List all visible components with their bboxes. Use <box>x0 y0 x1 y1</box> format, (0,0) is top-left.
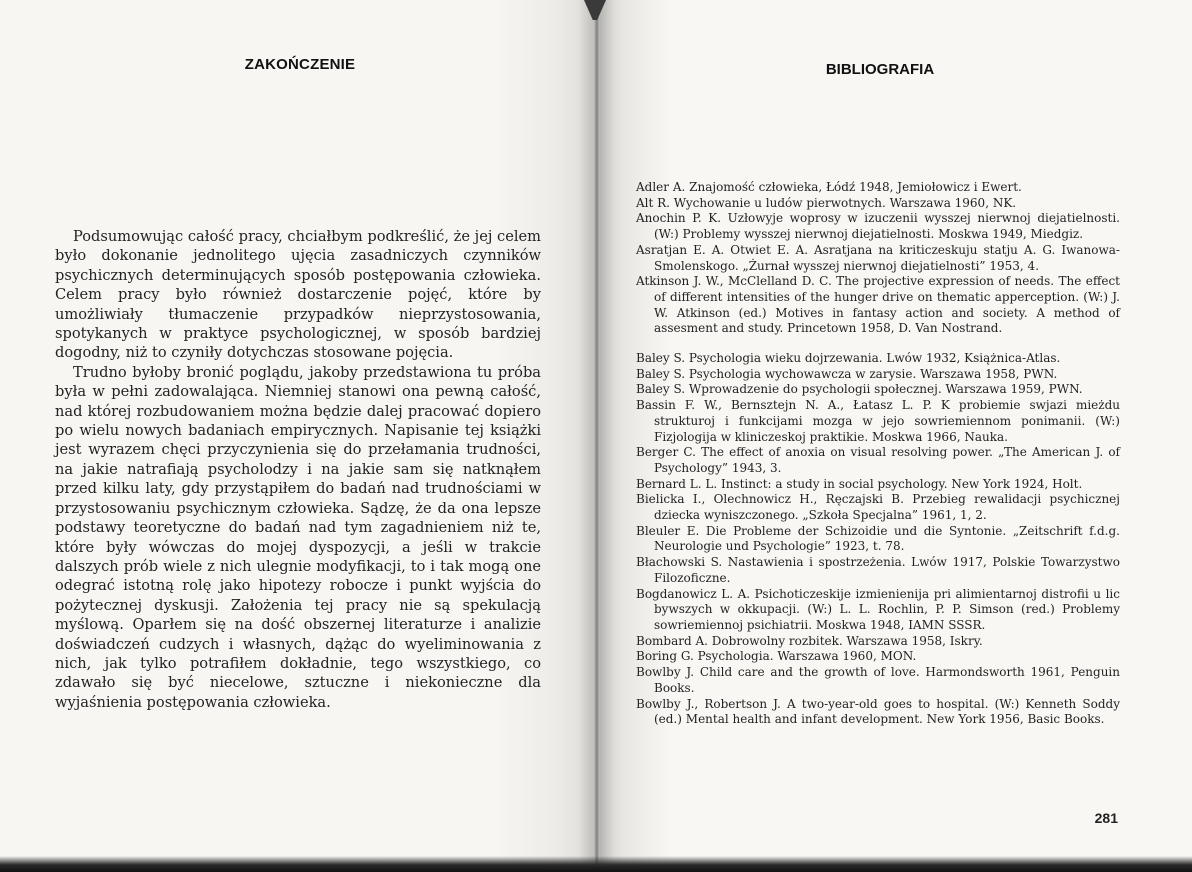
bibliography-entry: Bernard L. L. Instinct: a study in social psychology. New York 1924, Holt. <box>636 476 1083 491</box>
bibliography-entry: Bielicka I., Olechnowicz H., Ręczajski B. Przebieg rewalidacji psychicznej dziecka wyniszczonego. „Szkoła Specjalna” 1961, 1, 2. <box>636 492 1120 523</box>
bibliography-list <box>636 180 1120 728</box>
conclusion-paragraph-2: Trudno byłoby bronić poglądu, jakoby przedstawiona tu próba była w pełni zadowalająca. Niemniej stanowi ona pewną całość, nad której rozbudowaniem można będzie dalej pracować dopiero po wielu nowych badaniach empirycznych. Napisanie tej książki jest wyrazem chęci przyczynienia się do przełamania trudności, na jakie natrafiają psycholodzy i na jakie sam się natknąłem przed kilku laty, gdy przystąpiłem do badań nad trudnościami w przystosowaniu psychicznym człowieka. Sądzę, że da ona lepsze podstawy teoretyczne do badań nad tym zagadnieniem niż te, które były wówczas do mojej dyspozycji, a jeśli w trakcie dalszych prób wiele z nich ulegnie modyfikacji, to i tak mogą one odegrać istotną rolę jako hipotezy robocze i punkt wyjścia do pożytecznej dyskusji. Założenia tej pracy nie są spekulacją myślową. Oparłem się na dość obszernej literaturze i analizie doświadczeń cudzych i własnych, dążąc do wyeliminowania z nich, jak tylko potrafiłem dokładnie, tego wszystkiego, co zdawało się być niecelowe, sztuczne i niekonieczne dla wyjaśnienia postępowania człowieka. <box>55 363 541 711</box>
bibliography-entry: Anochin P. K. Uzłowyje woprosy w izuczenii wysszej nierwnoj diejatielnosti. (W:) Problemy wysszej nierwnoj diejatielnosti. Moskwa 1949, Miedgiz. <box>636 211 1120 242</box>
bibliography-entry: Bombard A. Dobrowolny rozbitek. Warszawa 1958, Iskry. <box>636 633 983 648</box>
bibliography-entry: Baley S. Psychologia wychowawcza w zarysie. Warszawa 1958, PWN. <box>636 366 1058 381</box>
bibliography-entry: Bassin F. W., Bernsztejn N. A., Łatasz L. P. K probiemie swjazi mieżdu strukturoj i funkcijami mozga w jejo sowriemiennom ponimanii. (W:) Fizjologija w kliniczeskoj praktikie. Moskwa 1966, Nauka. <box>636 398 1120 444</box>
bibliography-entry: Alt R. Wychowanie u ludów pierwotnych. Warszawa 1960, NK. <box>636 195 1017 210</box>
bibliography-entry: Baley S. Psychologia wieku dojrzewania. Lwów 1932, Książnica-Atlas. <box>636 351 1061 366</box>
book-gutter <box>578 0 614 872</box>
bibliography-entry: Błachowski S. Nastawienia i spostrzeżenia. Lwów 1917, Polskie Towarzystwo Filozoficzne. <box>636 555 1120 585</box>
bibliography-entry: Bogdanowicz L. A. Psichoticzeskije izmienienija pri alimientarnoj distrofii u lic bywszych w okkupacji. (W:) L. L. Rochlin, P. P. Simson (red.) Problemy sowriemiennoj psichiatrii. Moskwa 1948, IAMN SSSR. <box>636 586 1120 632</box>
chapter-title: ZAKOŃCZENIE <box>244 56 356 73</box>
bibliography-entry: Berger C. The effect of anoxia on visual resolving power. „The American J. of Psychology” 1943, 3. <box>636 445 1120 475</box>
bibliography-entry: Bowlby J., Robertson J. A two-year-old goes to hospital. (W:) Kenneth Soddy (ed.) Mental health and infant development. New York 1956, Basic Books. <box>636 696 1120 727</box>
conclusion-text <box>55 227 541 712</box>
page-bottom-shadow <box>0 856 1192 872</box>
bibliography-entry: Baley S. Wprowadzenie do psychologii społecznej. Warszawa 1959, PWN. <box>636 382 1083 397</box>
bibliography-title: BIBLIOGRAFIA <box>825 61 935 78</box>
bibliography-entry: Adler A. Znajomość człowieka, Łódź 1948, Jemiołowicz i Ewert. <box>636 180 1022 194</box>
conclusion-paragraph-1: Podsumowując całość pracy, chciałbym podkreślić, że jej celem było dokonanie jednolitego ujęcia zasadniczych czynników psychicznych determinujących sposób postępowania człowieka. Celem pracy było również dostarczenie pojęć, które by umożliwiały tłumaczenie przypadków nieprzystosowania, spotykanych w praktyce psychologicznej, w sposób bardziej dogodny, niż to czyniły dotychczas stosowane pojęcia. <box>55 228 541 362</box>
bibliography-entry: Asratjan E. A. Otwiet E. A. Asratjana na kriticzeskuju statju A. G. Iwanowa-Smolenskogo. „Żurnał wysszej nierwnoj diejatielnosti” 1953, 4. <box>636 242 1120 273</box>
bibliography-entry: Boring G. Psychologia. Warszawa 1960, MON. <box>636 649 917 664</box>
page-number: 281 <box>1094 810 1118 826</box>
bibliography-entry: Bleuler E. Die Probleme der Schizoidie und die Syntonie. „Zeitschrift f.d.g. Neurologie und Psychologie” 1923, t. 78. <box>636 523 1120 554</box>
bibliography-entry: Atkinson J. W., McClelland D. C. The projective expression of needs. The effect of different intensities of the hunger drive on thematic apperception. (W:) J. W. Atkinson (ed.) Motives in fantasy action and society. A method of assesment and study. Princetown 1958, D. Van Nostrand. <box>636 274 1120 336</box>
bibliography-entry: Bowlby J. Child care and the growth of love. Harmondsworth 1961, Penguin Books. <box>636 665 1120 695</box>
